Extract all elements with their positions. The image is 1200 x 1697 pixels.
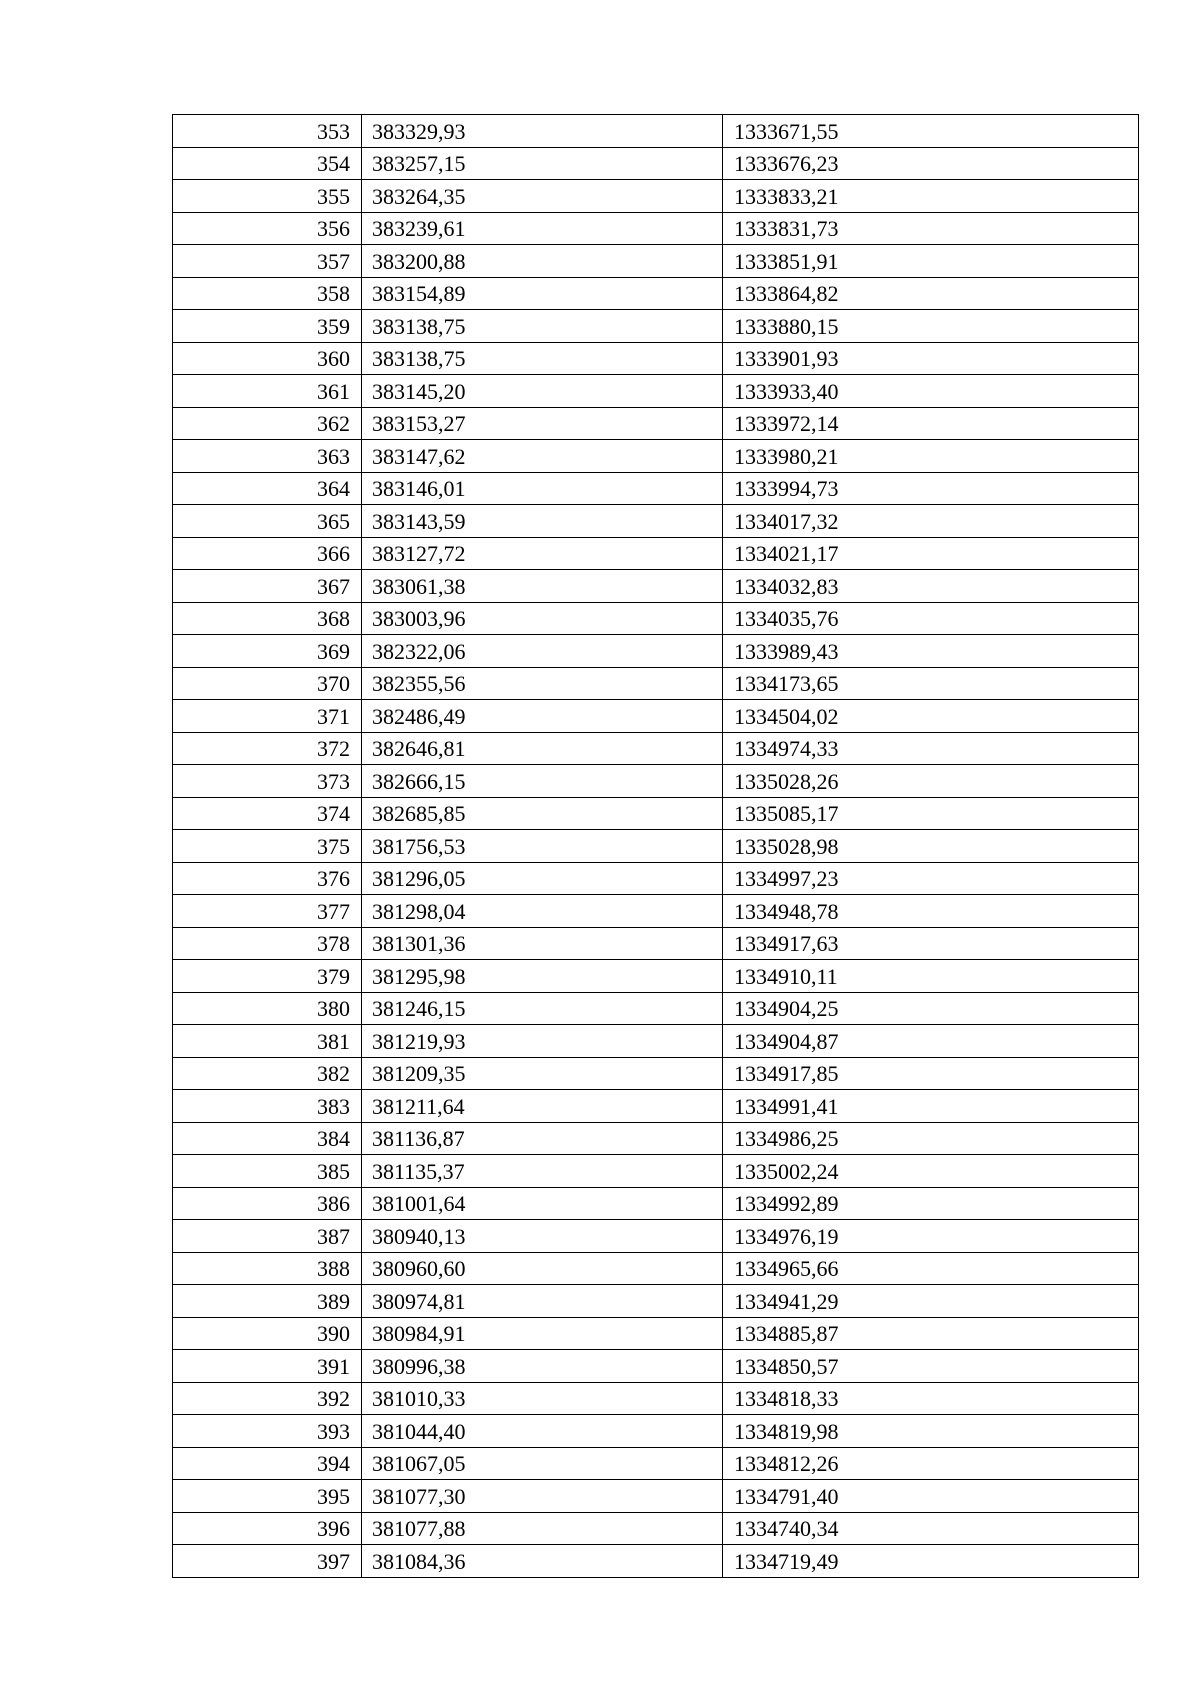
- y-coordinate-cell: 1333864,82: [723, 277, 1139, 310]
- x-coordinate-cell: 381209,35: [362, 1057, 723, 1090]
- table-row: [173, 765, 1139, 798]
- table-row: [173, 635, 1139, 668]
- table-row: [173, 472, 1139, 505]
- point-number-cell: 387: [173, 1220, 362, 1253]
- y-coordinate-cell: 1334850,57: [723, 1350, 1139, 1383]
- x-coordinate-cell: 383143,59: [362, 505, 723, 538]
- coordinates-table-body: [173, 115, 1139, 1578]
- point-number-cell: 397: [173, 1545, 362, 1578]
- x-coordinate-cell: 381044,40: [362, 1415, 723, 1448]
- x-coordinate-cell: 380984,91: [362, 1317, 723, 1350]
- table-row: [173, 115, 1139, 148]
- y-coordinate-cell: 1333676,23: [723, 147, 1139, 180]
- point-number-cell: 363: [173, 440, 362, 473]
- y-coordinate-cell: 1334740,34: [723, 1512, 1139, 1545]
- y-coordinate-cell: 1334818,33: [723, 1382, 1139, 1415]
- x-coordinate-cell: 381001,64: [362, 1187, 723, 1220]
- y-coordinate-cell: 1334791,40: [723, 1480, 1139, 1513]
- y-coordinate-cell: 1335028,26: [723, 765, 1139, 798]
- point-number-cell: 370: [173, 667, 362, 700]
- x-coordinate-cell: 382486,49: [362, 700, 723, 733]
- x-coordinate-cell: 381010,33: [362, 1382, 723, 1415]
- x-coordinate-cell: 381756,53: [362, 830, 723, 863]
- x-coordinate-cell: 380996,38: [362, 1350, 723, 1383]
- y-coordinate-cell: 1334035,76: [723, 602, 1139, 635]
- y-coordinate-cell: 1334032,83: [723, 570, 1139, 603]
- point-number-cell: 360: [173, 342, 362, 375]
- table-row: [173, 1447, 1139, 1480]
- table-row: [173, 342, 1139, 375]
- table-row: [173, 667, 1139, 700]
- y-coordinate-cell: 1334173,65: [723, 667, 1139, 700]
- x-coordinate-cell: 383146,01: [362, 472, 723, 505]
- table-row: [173, 1350, 1139, 1383]
- y-coordinate-cell: 1334997,23: [723, 862, 1139, 895]
- point-number-cell: 364: [173, 472, 362, 505]
- point-number-cell: 373: [173, 765, 362, 798]
- table-row: [173, 602, 1139, 635]
- y-coordinate-cell: 1334812,26: [723, 1447, 1139, 1480]
- y-coordinate-cell: 1334819,98: [723, 1415, 1139, 1448]
- table-row: [173, 927, 1139, 960]
- table-row: [173, 700, 1139, 733]
- point-number-cell: 390: [173, 1317, 362, 1350]
- x-coordinate-cell: 380974,81: [362, 1285, 723, 1318]
- point-number-cell: 377: [173, 895, 362, 928]
- point-number-cell: 385: [173, 1155, 362, 1188]
- y-coordinate-cell: 1334021,17: [723, 537, 1139, 570]
- table-row: [173, 212, 1139, 245]
- x-coordinate-cell: 383329,93: [362, 115, 723, 148]
- x-coordinate-cell: 383003,96: [362, 602, 723, 635]
- y-coordinate-cell: 1334974,33: [723, 732, 1139, 765]
- point-number-cell: 395: [173, 1480, 362, 1513]
- point-number-cell: 381: [173, 1025, 362, 1058]
- y-coordinate-cell: 1333901,93: [723, 342, 1139, 375]
- y-coordinate-cell: 1334986,25: [723, 1122, 1139, 1155]
- point-number-cell: 378: [173, 927, 362, 960]
- x-coordinate-cell: 381077,30: [362, 1480, 723, 1513]
- y-coordinate-cell: 1335028,98: [723, 830, 1139, 863]
- point-number-cell: 358: [173, 277, 362, 310]
- y-coordinate-cell: 1334991,41: [723, 1090, 1139, 1123]
- y-coordinate-cell: 1334904,25: [723, 992, 1139, 1025]
- x-coordinate-cell: 381211,64: [362, 1090, 723, 1123]
- table-row: [173, 1317, 1139, 1350]
- point-number-cell: 384: [173, 1122, 362, 1155]
- y-coordinate-cell: 1334719,49: [723, 1545, 1139, 1578]
- x-coordinate-cell: 383257,15: [362, 147, 723, 180]
- table-row: [173, 862, 1139, 895]
- table-row: [173, 245, 1139, 278]
- point-number-cell: 375: [173, 830, 362, 863]
- point-number-cell: 391: [173, 1350, 362, 1383]
- point-number-cell: 355: [173, 180, 362, 213]
- table-row: [173, 960, 1139, 993]
- table-row: [173, 407, 1139, 440]
- point-number-cell: 353: [173, 115, 362, 148]
- table-row: [173, 537, 1139, 570]
- y-coordinate-cell: 1333994,73: [723, 472, 1139, 505]
- point-number-cell: 379: [173, 960, 362, 993]
- point-number-cell: 368: [173, 602, 362, 635]
- y-coordinate-cell: 1334948,78: [723, 895, 1139, 928]
- point-number-cell: 376: [173, 862, 362, 895]
- x-coordinate-cell: 381136,87: [362, 1122, 723, 1155]
- x-coordinate-cell: 381301,36: [362, 927, 723, 960]
- point-number-cell: 371: [173, 700, 362, 733]
- point-number-cell: 357: [173, 245, 362, 278]
- table-row: [173, 310, 1139, 343]
- point-number-cell: 388: [173, 1252, 362, 1285]
- table-row: [173, 1057, 1139, 1090]
- table-row: [173, 1090, 1139, 1123]
- point-number-cell: 380: [173, 992, 362, 1025]
- coordinates-table: [172, 114, 1139, 1578]
- point-number-cell: 366: [173, 537, 362, 570]
- table-row: [173, 1025, 1139, 1058]
- x-coordinate-cell: 383127,72: [362, 537, 723, 570]
- x-coordinate-cell: 382355,56: [362, 667, 723, 700]
- x-coordinate-cell: 381067,05: [362, 1447, 723, 1480]
- y-coordinate-cell: 1335085,17: [723, 797, 1139, 830]
- table-row: [173, 1480, 1139, 1513]
- point-number-cell: 383: [173, 1090, 362, 1123]
- table-row: [173, 797, 1139, 830]
- point-number-cell: 396: [173, 1512, 362, 1545]
- table-row: [173, 570, 1139, 603]
- point-number-cell: 367: [173, 570, 362, 603]
- table-row: [173, 732, 1139, 765]
- y-coordinate-cell: 1334504,02: [723, 700, 1139, 733]
- x-coordinate-cell: 383264,35: [362, 180, 723, 213]
- x-coordinate-cell: 383061,38: [362, 570, 723, 603]
- table-row: [173, 1415, 1139, 1448]
- y-coordinate-cell: 1333880,15: [723, 310, 1139, 343]
- x-coordinate-cell: 381135,37: [362, 1155, 723, 1188]
- table-row: [173, 992, 1139, 1025]
- y-coordinate-cell: 1333972,14: [723, 407, 1139, 440]
- x-coordinate-cell: 383239,61: [362, 212, 723, 245]
- y-coordinate-cell: 1334992,89: [723, 1187, 1139, 1220]
- point-number-cell: 394: [173, 1447, 362, 1480]
- table-row: [173, 1252, 1139, 1285]
- x-coordinate-cell: 383153,27: [362, 407, 723, 440]
- x-coordinate-cell: 383138,75: [362, 342, 723, 375]
- x-coordinate-cell: 381296,05: [362, 862, 723, 895]
- x-coordinate-cell: 382322,06: [362, 635, 723, 668]
- x-coordinate-cell: 382666,15: [362, 765, 723, 798]
- point-number-cell: 365: [173, 505, 362, 538]
- table-row: [173, 1155, 1139, 1188]
- y-coordinate-cell: 1334917,63: [723, 927, 1139, 960]
- point-number-cell: 354: [173, 147, 362, 180]
- x-coordinate-cell: 383200,88: [362, 245, 723, 278]
- table-row: [173, 147, 1139, 180]
- x-coordinate-cell: 380940,13: [362, 1220, 723, 1253]
- y-coordinate-cell: 1334941,29: [723, 1285, 1139, 1318]
- y-coordinate-cell: 1333671,55: [723, 115, 1139, 148]
- point-number-cell: 386: [173, 1187, 362, 1220]
- point-number-cell: 389: [173, 1285, 362, 1318]
- table-row: [173, 1382, 1139, 1415]
- x-coordinate-cell: 383138,75: [362, 310, 723, 343]
- y-coordinate-cell: 1334976,19: [723, 1220, 1139, 1253]
- point-number-cell: 369: [173, 635, 362, 668]
- point-number-cell: 362: [173, 407, 362, 440]
- table-row: [173, 1220, 1139, 1253]
- table-row: [173, 1187, 1139, 1220]
- table-row: [173, 1545, 1139, 1578]
- point-number-cell: 356: [173, 212, 362, 245]
- point-number-cell: 374: [173, 797, 362, 830]
- x-coordinate-cell: 381295,98: [362, 960, 723, 993]
- x-coordinate-cell: 382646,81: [362, 732, 723, 765]
- x-coordinate-cell: 381246,15: [362, 992, 723, 1025]
- table-row: [173, 440, 1139, 473]
- table-row: [173, 830, 1139, 863]
- y-coordinate-cell: 1335002,24: [723, 1155, 1139, 1188]
- x-coordinate-cell: 383147,62: [362, 440, 723, 473]
- x-coordinate-cell: 381077,88: [362, 1512, 723, 1545]
- y-coordinate-cell: 1333980,21: [723, 440, 1139, 473]
- x-coordinate-cell: 383154,89: [362, 277, 723, 310]
- table-row: [173, 277, 1139, 310]
- point-number-cell: 392: [173, 1382, 362, 1415]
- table-row: [173, 375, 1139, 408]
- point-number-cell: 372: [173, 732, 362, 765]
- y-coordinate-cell: 1333933,40: [723, 375, 1139, 408]
- point-number-cell: 361: [173, 375, 362, 408]
- x-coordinate-cell: 381219,93: [362, 1025, 723, 1058]
- point-number-cell: 382: [173, 1057, 362, 1090]
- y-coordinate-cell: 1333851,91: [723, 245, 1139, 278]
- point-number-cell: 393: [173, 1415, 362, 1448]
- x-coordinate-cell: 381298,04: [362, 895, 723, 928]
- x-coordinate-cell: 380960,60: [362, 1252, 723, 1285]
- y-coordinate-cell: 1333831,73: [723, 212, 1139, 245]
- y-coordinate-cell: 1334917,85: [723, 1057, 1139, 1090]
- y-coordinate-cell: 1334965,66: [723, 1252, 1139, 1285]
- table-row: [173, 1122, 1139, 1155]
- y-coordinate-cell: 1333989,43: [723, 635, 1139, 668]
- table-row: [173, 895, 1139, 928]
- x-coordinate-cell: 381084,36: [362, 1545, 723, 1578]
- x-coordinate-cell: 383145,20: [362, 375, 723, 408]
- table-row: [173, 1285, 1139, 1318]
- y-coordinate-cell: 1334885,87: [723, 1317, 1139, 1350]
- table-row: [173, 1512, 1139, 1545]
- y-coordinate-cell: 1334910,11: [723, 960, 1139, 993]
- y-coordinate-cell: 1333833,21: [723, 180, 1139, 213]
- y-coordinate-cell: 1334017,32: [723, 505, 1139, 538]
- point-number-cell: 359: [173, 310, 362, 343]
- table-row: [173, 505, 1139, 538]
- y-coordinate-cell: 1334904,87: [723, 1025, 1139, 1058]
- table-row: [173, 180, 1139, 213]
- x-coordinate-cell: 382685,85: [362, 797, 723, 830]
